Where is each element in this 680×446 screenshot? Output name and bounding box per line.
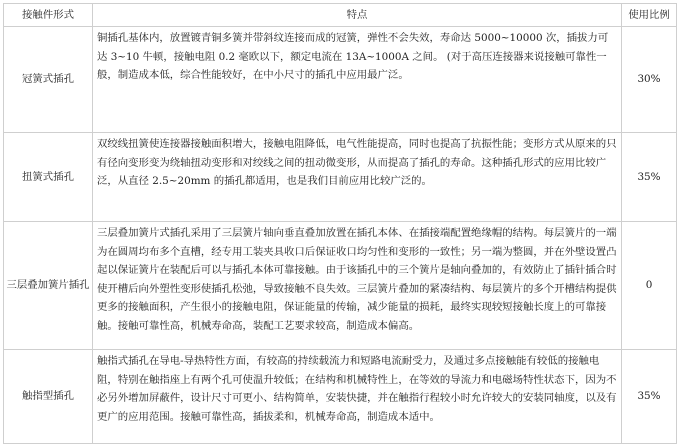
table-header-row (4, 4, 677, 27)
row-feature-cell: 三层叠加簧片式插孔采用了三层簧片轴向垂直叠加放置在插孔本体、在插接端配置绝缘帽的结构。每层簧片的一端为在圆周均布多个直槽，经专用工装夹具收口后保证收口均匀性和变形的一致性；另一端为整圆，并在外壁设置凸起以保证簧片在装配后可以与插孔本体可靠接触。由于该插孔中的三个簧片是轴向叠加的，有效防止了插针插合时使开槽后向外塑性变形使插孔松弛，导致接触不良失效。三层簧片叠加的紧凑结构、每层簧片的多个开槽结构提供更多的接触面积，产生很小的接触电阻，保证能量的传输，减少能量的损耗，最终实现较短接触长度上的可靠接触。接触可靠性高，机械寿命高，装配工艺要求较高，制造成本偏高。 (93, 222, 622, 350)
row-feature-cell: 双绞线扭簧使连接器接触面积增大，接触电阻降低，电气性能提高，同时也提高了抗振性能；变形方式从原来的只有径向变形变为绕轴扭动变形和对绞线之间的扭动微变形，从而提高了插孔的寿命。这种插孔形式的应用比较广泛，从直径 2.5~20mm 的插孔都适用，也是我们目前应用比较广泛的。 (93, 133, 622, 222)
row-feature-cell: 铜插孔基体内，放置镀青铜多簧并带斜纹连接而成的冠簧，弹性不会失效，寿命达 5000~10000 次，插拔力可达 3~10 牛顿，接触电阻 0.2 毫欧以下，额定电流在 13A~1000A 之间。 (对于高压连接器来说接触可靠性一般，制造成本低，综合性能较好，在中小尺寸的插孔中应用最广泛。 (93, 27, 622, 133)
row-ratio-cell: 35% (622, 350, 677, 444)
row-form-cell: 扭簧式插孔 (4, 133, 93, 222)
row-ratio-cell: 0 (622, 222, 677, 350)
row-ratio-cell: 30% (622, 27, 677, 133)
row-form-cell: 三层叠加簧片插孔 (4, 222, 93, 350)
header-contact-form: 接触件形式 (4, 4, 93, 27)
connector-spec-table (3, 3, 677, 444)
row-feature-cell: 触指式插孔在导电-导热特性方面，有较高的持续载流力和短路电流耐受力，及通过多点接触能有较低的接触电阻，特别在触指座上有两个孔可使温升较低；在结构和机械特性上，在等效的导流力和电磁场特性状态下，因为不必另外增加屏蔽件，设计尺寸可更小、结构简单，安装快捷，并在触指行程较小时允许较大的安装同轴度，以及有更广的应用范围。接触可靠性高，插拔柔和，机械寿命高，制造成本适中。 (93, 350, 622, 444)
row-ratio-cell: 35% (622, 133, 677, 222)
table-row (4, 27, 677, 133)
row-form-cell: 冠簧式插孔 (4, 27, 93, 133)
header-usage-ratio: 使用比例 (622, 4, 677, 27)
table-row (4, 222, 677, 350)
table-row (4, 133, 677, 222)
table-row (4, 350, 677, 444)
row-form-cell: 触指型插孔 (4, 350, 93, 444)
header-features: 特点 (93, 4, 622, 27)
